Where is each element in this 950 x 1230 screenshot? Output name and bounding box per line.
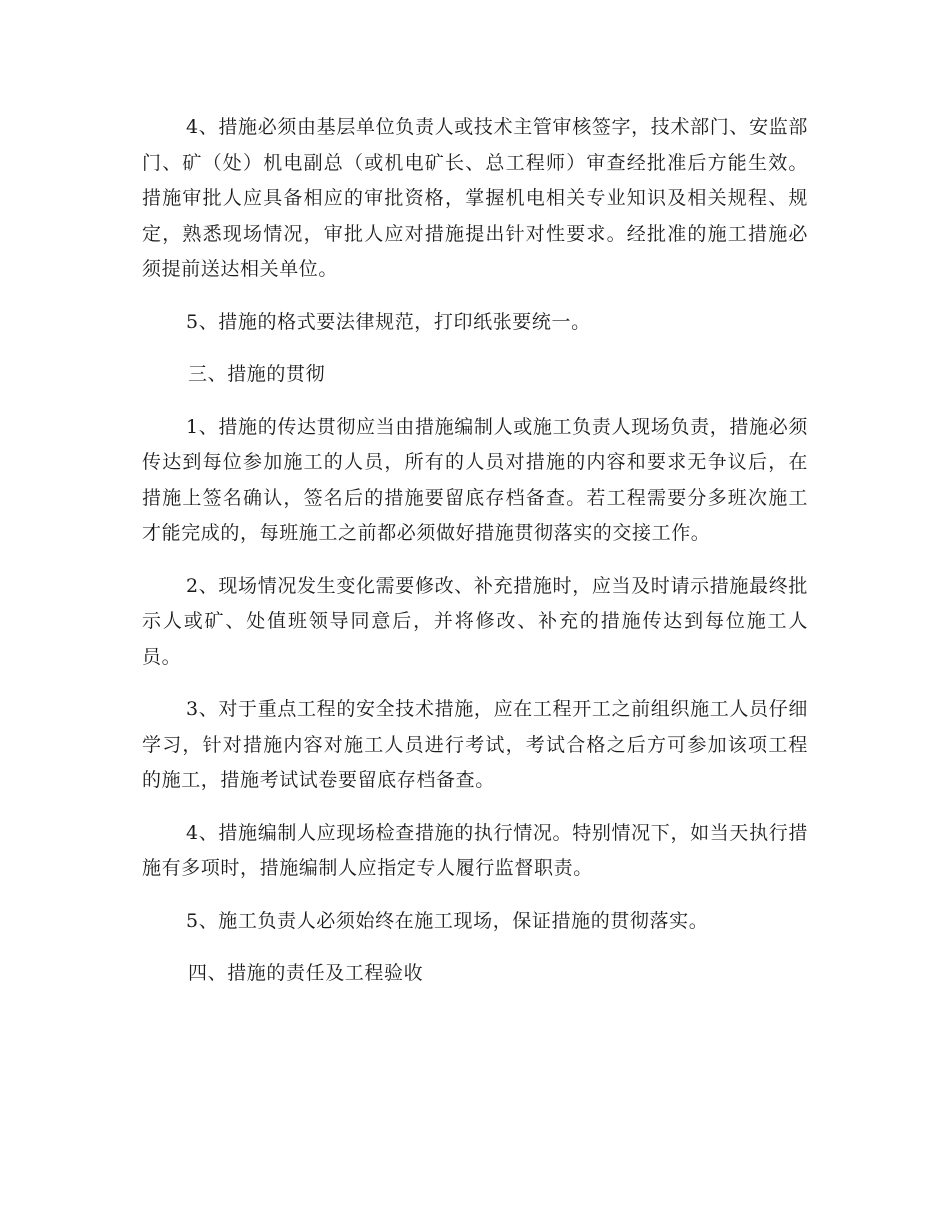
paragraph-onsite-supervision: 5、施工负责人必须始终在施工现场，保证措施的贯彻落实。 — [186, 909, 709, 932]
paragraph-key-projects: 3、对于重点工程的安全技术措施，应在工程开工之前组织施工人员仔细学习，针对措施内容对施工人员进行考试，考试合格之后方可参加该项工程的施工，措施考试试卷要留底存档备查。 — [142, 698, 808, 791]
section-heading-responsibility: 四、措施的责任及工程验收 — [188, 962, 424, 984]
paragraph-changes: 2、现场情况发生变化需要修改、补充措施时，应当及时请示措施最终批示人或矿、处值班领导同意后，并将修改、补充的措施传达到每位施工人员。 — [142, 574, 808, 668]
document-body — [142, 110, 808, 1009]
paragraph-communication: 1、措施的传达贯彻应当由措施编制人或施工负责人现场负责，措施必须传达到每位参加施工的人员，所有的人员对措施的内容和要求无争议后，在措施上签名确认，签名后的措施要留底存档备查。若工程需要分多班次施工才能完成的，每班施工之前都必须做好措施贯彻落实的交接工作。 — [142, 415, 808, 544]
paragraph-format-requirement: 5、措施的格式要法律规范，打印纸张要统一。 — [186, 310, 591, 333]
section-heading-implementation: 三、措施的贯彻 — [188, 363, 326, 385]
paragraph-approval-signoff: 4、措施必须由基层单位负责人或技术主管审核签字，技术部门、安监部门、矿（处）机电副总（或机电矿长、总工程师）审查经批准后方能生效。措施审批人应具备相应的审批资格，掌握机电相关专业知识及相关规程、规定，熟悉现场情况，审批人应对措施提出针对性要求。经批准的施工措施必须提前送达相关单位。 — [142, 116, 808, 280]
paragraph-inspection: 4、措施编制人应现场检查措施的执行情况。特别情况下，如当天执行措施有多项时，措施编制人应指定专人履行监督职责。 — [142, 821, 808, 879]
